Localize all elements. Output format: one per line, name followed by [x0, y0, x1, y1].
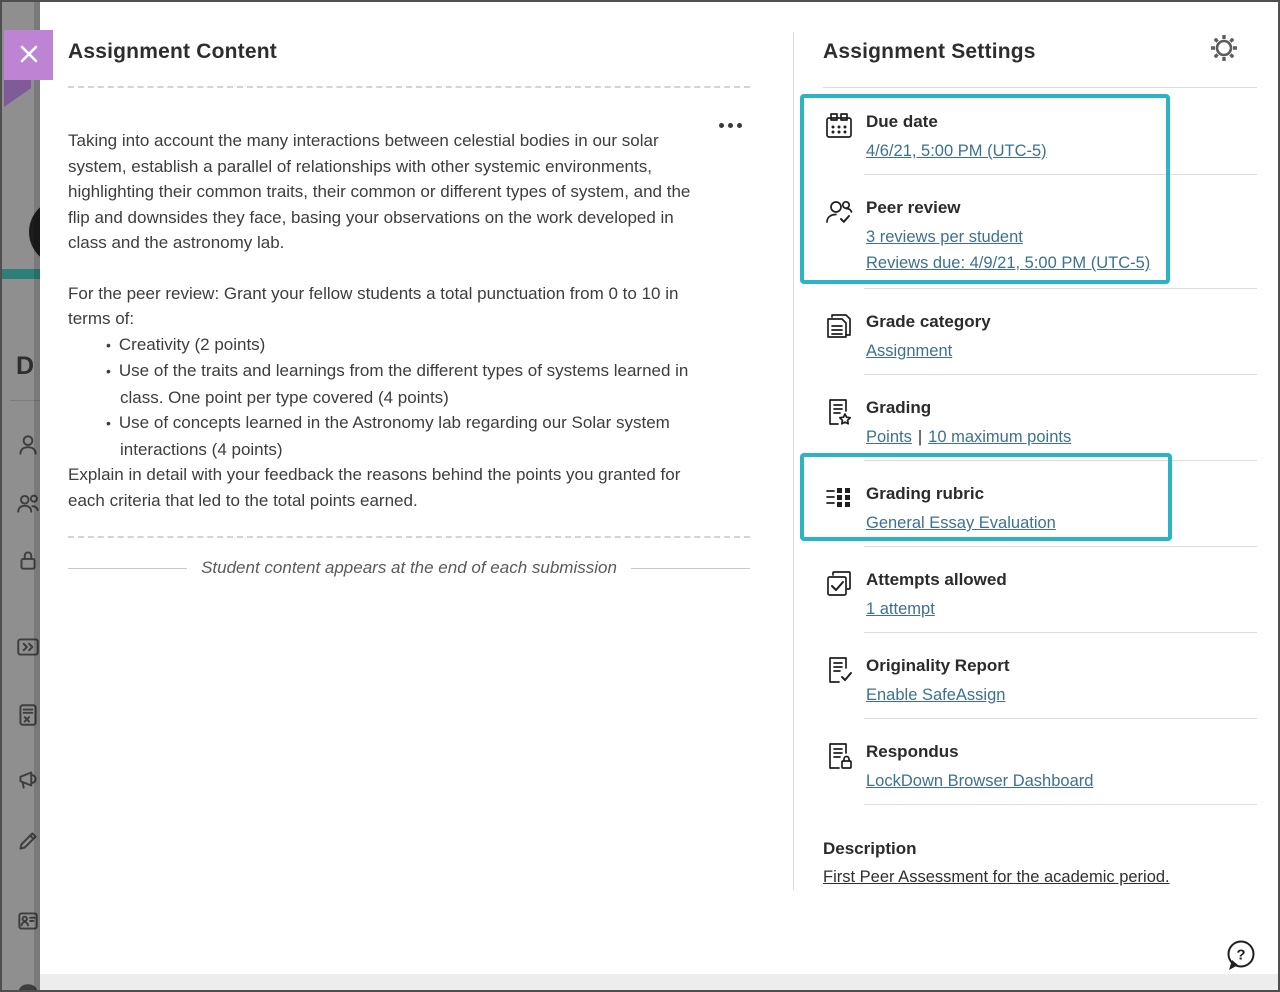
divider — [823, 87, 1257, 88]
checkbox-icon — [824, 569, 854, 599]
setting-label: Grading rubric — [866, 484, 985, 503]
settings-panel-title: Assignment Settings — [823, 40, 1036, 63]
x-icon — [18, 43, 40, 68]
close-button[interactable] — [4, 30, 53, 80]
document-icon — [824, 311, 854, 341]
setting-row-grade-category — [802, 289, 1257, 374]
list-item: • Creativity (2 points) — [106, 332, 716, 359]
grading-max-points-link[interactable]: 10 maximum points — [928, 428, 1072, 446]
setting-label: Grading — [866, 398, 932, 417]
setting-row-respondus — [802, 719, 1257, 804]
assignment-instructions — [68, 128, 716, 513]
question-bubble-icon — [1222, 946, 1258, 977]
setting-row-attempts — [802, 547, 1257, 632]
setting-label: Originality Report — [866, 656, 1010, 675]
grading-rubric-link[interactable]: General Essay Evaluation — [866, 514, 1056, 532]
description-link[interactable]: First Peer Assessment for the academic period. — [823, 868, 1170, 886]
footer-band — [40, 974, 1278, 990]
grade-category-link[interactable]: Assignment — [866, 342, 953, 360]
due-date-link[interactable]: 4/6/21, 5:00 PM (UTC-5) — [866, 142, 1047, 160]
ellipsis-icon — [719, 123, 724, 128]
help-button[interactable] — [1222, 938, 1258, 974]
peer-review-intro: For the peer review: Grant your fellow students a total punctuation from 0 to 10 in terms of: — [68, 283, 679, 328]
document-lock-icon — [824, 741, 854, 771]
criteria-list — [106, 332, 716, 463]
settings-gear-button[interactable] — [1206, 31, 1242, 67]
setting-row-grading-rubric — [802, 461, 1257, 546]
grading-points-link[interactable]: Points — [866, 428, 912, 446]
divider — [68, 536, 750, 538]
setting-row-grading — [802, 375, 1257, 460]
student-content-note — [68, 558, 750, 578]
peer-reviews-due-link[interactable]: Reviews due: 4/9/21, 5:00 PM (UTC-5) — [866, 254, 1151, 272]
divider — [68, 568, 187, 569]
instructions-paragraph: Taking into account the many interactions between celestial bodies in our solar system, establish a parallel of relationships with other systemic environments, highlighting their common traits, their common or different types of system, and the flip and downsides they face, basing your observations on the work developed in class and the astronomy lab. — [68, 131, 691, 252]
setting-label: Attempts allowed — [866, 570, 1007, 589]
content-panel-title: Assignment Content — [68, 40, 277, 63]
gear-icon — [1207, 53, 1241, 68]
description-section — [823, 839, 1257, 887]
instructions-closing: Explain in detail with your feedback the reasons behind the points you granted for each criteria that led to the total points earned. — [68, 465, 681, 510]
list-item: • Use of the traits and learnings from the different types of systems learned in class. One point per type covered (4 points) — [106, 358, 716, 410]
setting-label: Respondus — [866, 742, 959, 761]
setting-row-originality — [802, 633, 1257, 718]
dimmed-course-page-strip — [2, 2, 40, 990]
safeassign-link[interactable]: Enable SafeAssign — [866, 686, 1006, 704]
divider — [864, 804, 1257, 805]
sidebar-heading-fragment: D — [16, 352, 35, 380]
separator: | — [917, 428, 923, 446]
calendar-icon — [824, 111, 854, 141]
rubric-grid-icon — [824, 483, 854, 513]
list-item: • Use of concepts learned in the Astronomy lab regarding our Solar system interactions (4 points) — [106, 410, 716, 462]
lockdown-browser-link[interactable]: LockDown Browser Dashboard — [866, 772, 1094, 790]
setting-row-due-date — [802, 89, 1257, 174]
peer-review-icon — [824, 197, 854, 227]
svg-text:?: ? — [1236, 946, 1246, 964]
panel-divider — [793, 32, 794, 890]
settings-list — [802, 89, 1257, 887]
attempts-link[interactable]: 1 attempt — [866, 600, 935, 618]
divider — [631, 568, 750, 569]
document-star-icon — [824, 397, 854, 427]
divider — [68, 86, 750, 88]
setting-label: Grade category — [866, 312, 991, 331]
setting-row-peer-review — [802, 175, 1257, 288]
ellipsis-menu-button[interactable] — [710, 114, 750, 136]
student-content-note-text: Student content appears at the end of each submission — [201, 558, 617, 577]
description-label: Description — [823, 839, 917, 858]
peer-reviews-count-link[interactable]: 3 reviews per student — [866, 228, 1023, 246]
setting-label: Peer review — [866, 198, 961, 217]
document-check-icon — [824, 655, 854, 685]
setting-label: Due date — [866, 112, 938, 131]
